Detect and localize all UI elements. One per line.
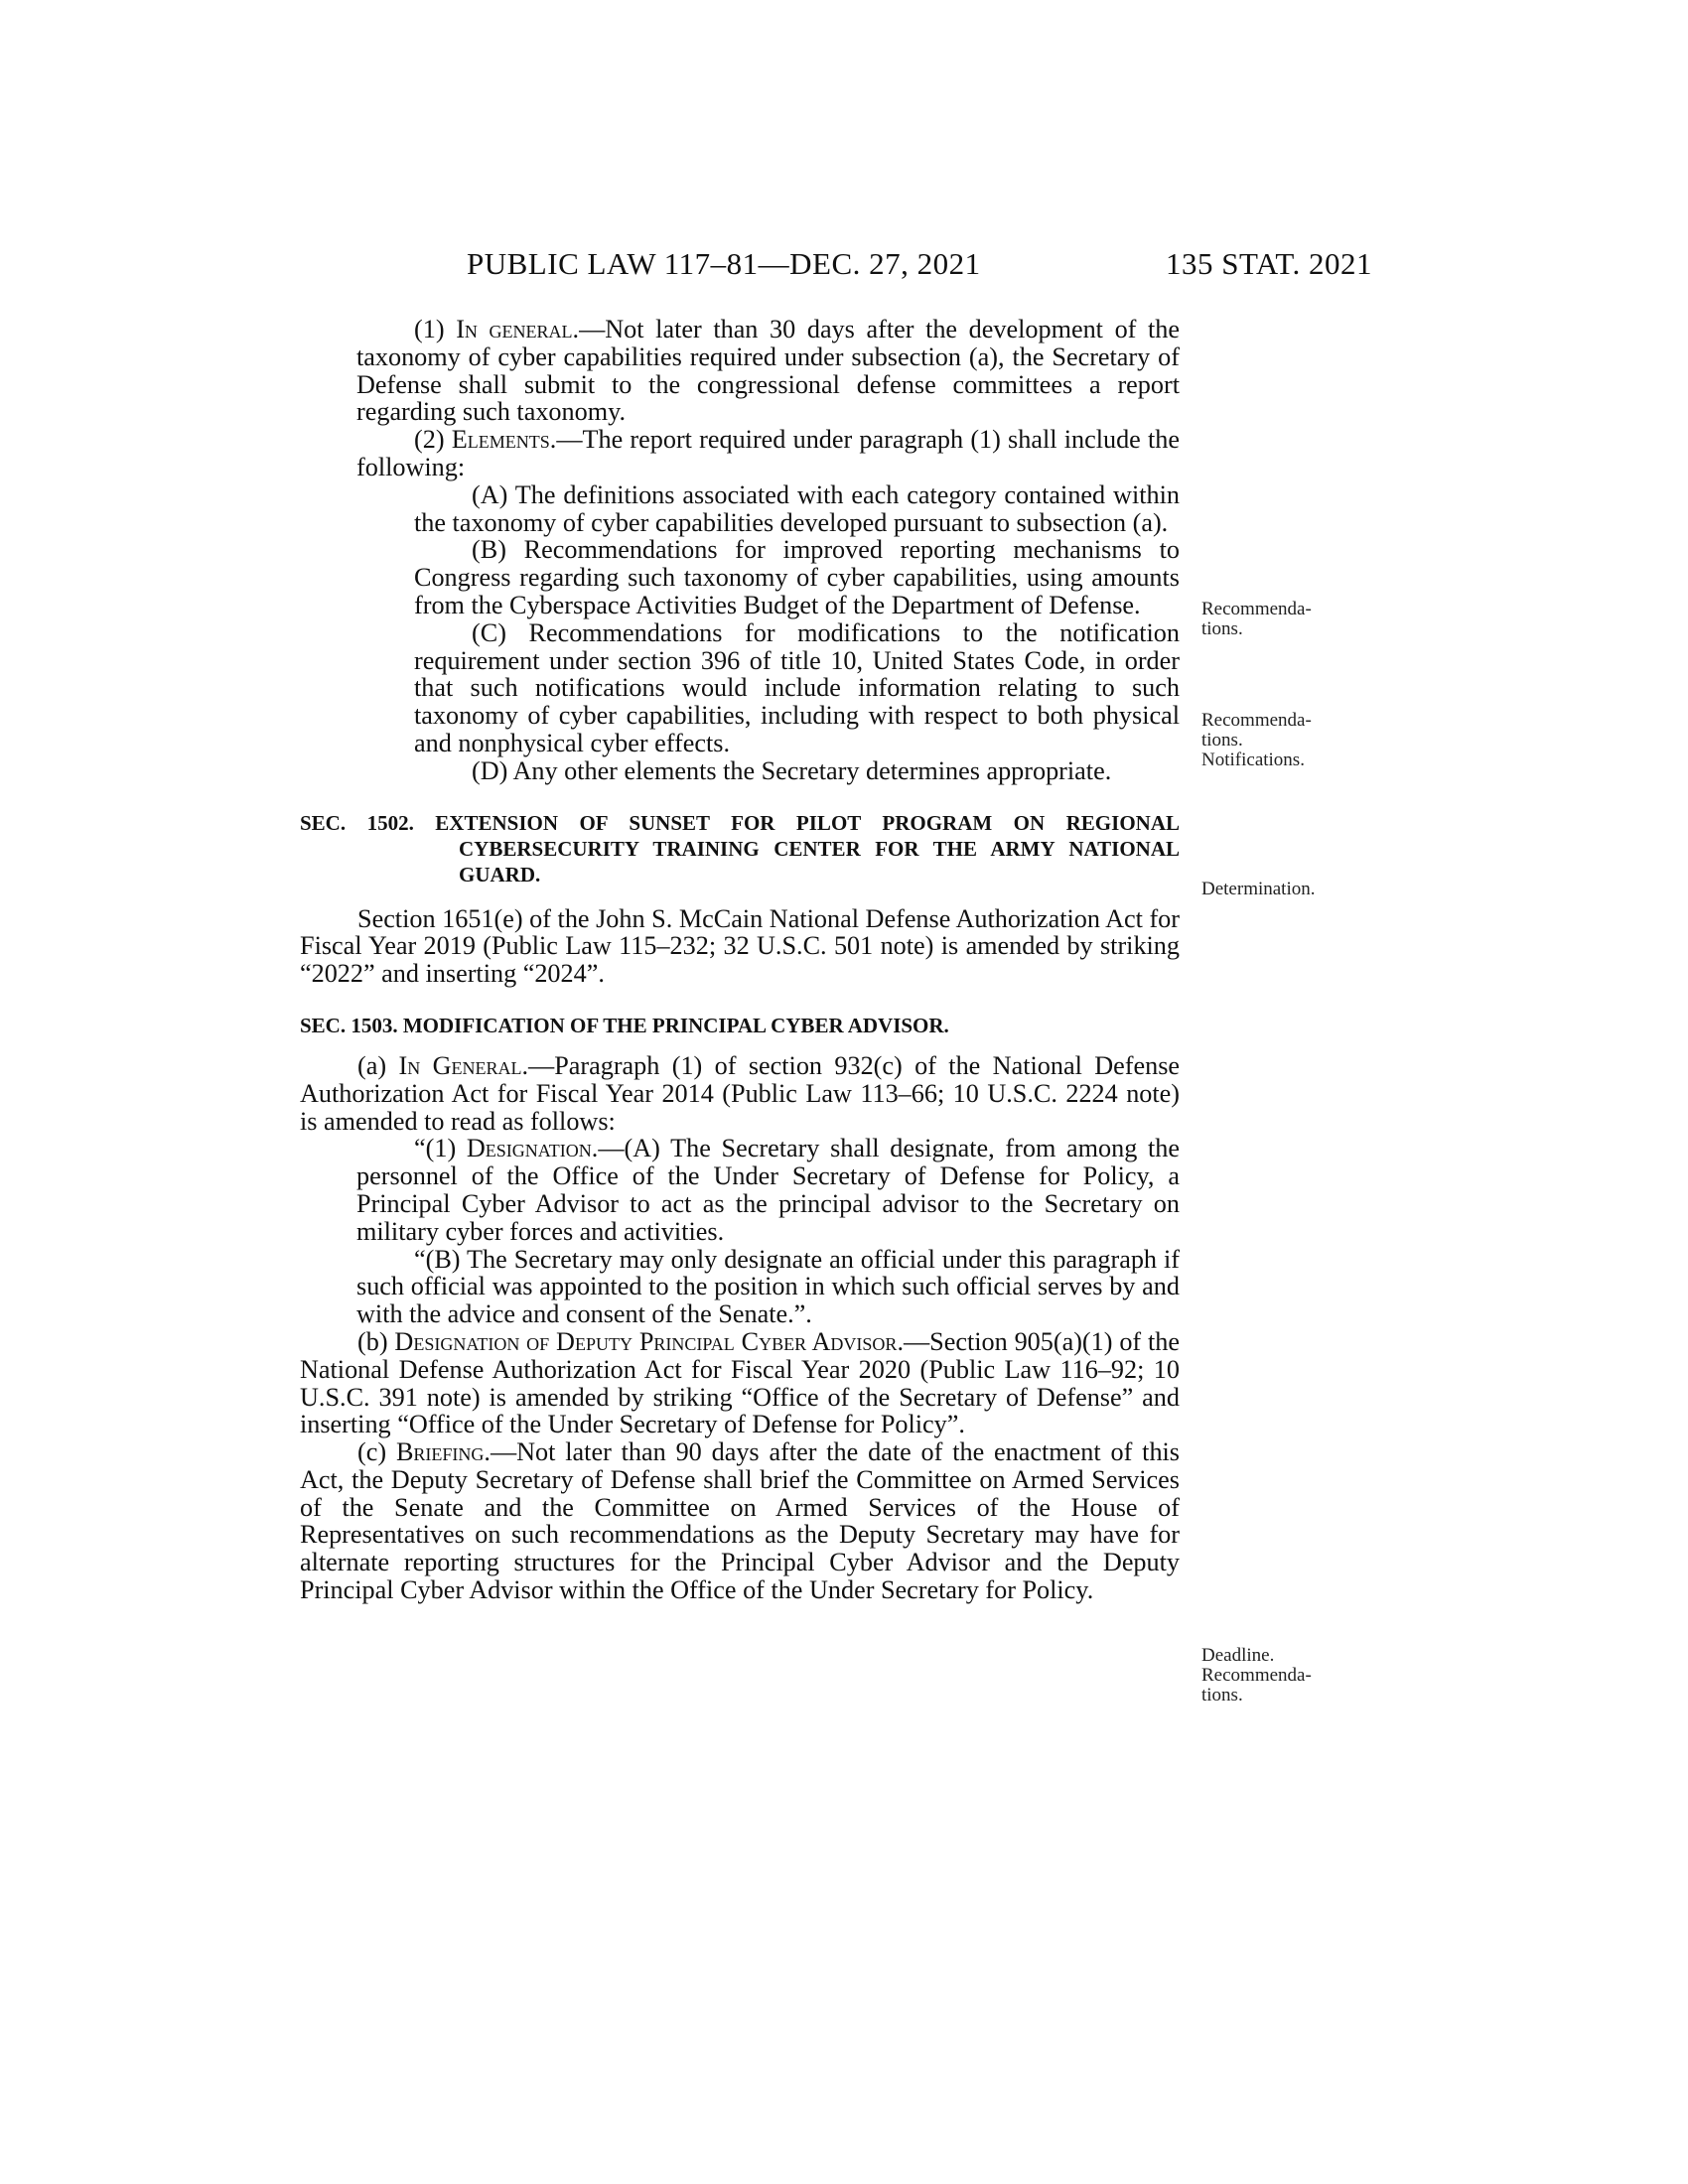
paragraph-1-heading: In general	[456, 315, 573, 343]
margin-note-determination: Determination.	[1201, 879, 1316, 899]
document-body	[300, 316, 1180, 1604]
section-1502-text: Section 1651(e) of the John S. McCain National Defense Authorization Act for Fiscal Year 2019 (Public Law 115–232; 32 U.S.C. 501 note) is amended by striking “2022” and inserting “2024”.	[300, 903, 1180, 989]
paragraph-2-heading: Elements	[451, 425, 550, 455]
subsection-c: (c) Briefing.—Not later than 90 days after the date of the enactment of this Act, the Deputy Secretary of Defense shall brief the Committee on Armed Services of the Senate and the Committee on Armed Services of the House of Representatives on such recommendations as the Deputy Secretary may have for alternate reporting structures for the Principal Cyber Advisor and the Deputy Principal Cyber Advisor within the Office of the Under Secretary for Policy.	[300, 1437, 1181, 1605]
quoted-paragraph-1: “(1) Designation.—(A) The Secretary shall designate, from among the personnel of the Office of the Under Secretary of Defense for Policy, a Principal Cyber Advisor to act as the principal advisor to the Secretary on military cyber forces and activities.	[356, 1134, 1180, 1246]
margin-note-deadline-recommendations: Deadline. Recommenda- tions.	[1201, 1645, 1312, 1706]
paragraph-2: (2) Elements.—The report required under paragraph (1) shall include the following:	[356, 425, 1181, 481]
subsection-a: (a) In General.—Paragraph (1) of section 932(c) of the National Defense Authorization Act for Fiscal Year 2014 (Public Law 113–66; 10 U.S.C. 2224 note) is amended to read as follows:	[300, 1050, 1181, 1136]
margin-note-recommendations: Recommenda- tions.	[1201, 599, 1312, 639]
quoted-subparagraph-b: “(B) The Secretary may only designate an official under this paragraph if such official was appointed to the position in which such official serves by and with the advice and consent of the Senate.”.	[356, 1244, 1180, 1329]
header-stat-page: 135 STAT. 2021	[1165, 246, 1372, 281]
running-header	[357, 246, 1370, 294]
subsection-b: (b) Designation of Deputy Principal Cyber Advisor.—Section 905(a)(1) of the National Defense Authorization Act for Fiscal Year 2020 (Public Law 116–92; 10 U.S.C. 391 note) is amended by striking “Office of the Secretary of Defense” and inserting “Office of the Under Secretary of Defense for Policy”.	[300, 1326, 1181, 1439]
paragraph-1: (1) In general.—Not later than 30 days after the development of the taxonomy of cyber capabilities required under subsection (a), the Secretary of Defense shall submit to the congressional defense committees a report regarding such taxonomy.	[356, 315, 1181, 427]
subparagraph-d: (D) Any other elements the Secretary determines appropriate.	[472, 755, 1112, 785]
margin-note-recommendations-notifications: Recommenda- tions. Notifications.	[1201, 710, 1312, 770]
subparagraph-a: (A) The definitions associated with each category contained within the taxonomy of cyber capabilities developed pursuant to subsection (a).	[414, 479, 1180, 537]
subparagraph-b: (B) Recommendations for improved reporting mechanisms to Congress regarding such taxonomy of cyber capabilities, using amounts from the Cyberspace Activities Budget of the Department of Defense.	[414, 535, 1180, 619]
subparagraph-c: (C) Recommendations for modifications to the notification requirement under section 396 of title 10, United States Code, in order that such notifications would include information relating to such taxonomy of cyber capabilities, including with respect to both physical and nonphysical cyber effects.	[414, 617, 1180, 757]
header-law-citation: PUBLIC LAW 117–81—DEC. 27, 2021	[467, 246, 981, 281]
section-1503-heading: SEC. 1503. MODIFICATION OF THE PRINCIPAL CYBER ADVISOR.	[300, 1013, 949, 1037]
section-1502-heading: SEC. 1502. EXTENSION OF SUNSET FOR PILOT PROGRAM ON REGIONAL CYBERSECURITY TRAINING CENTER FOR THE ARMY NATIONAL GUARD.	[300, 810, 1180, 887]
